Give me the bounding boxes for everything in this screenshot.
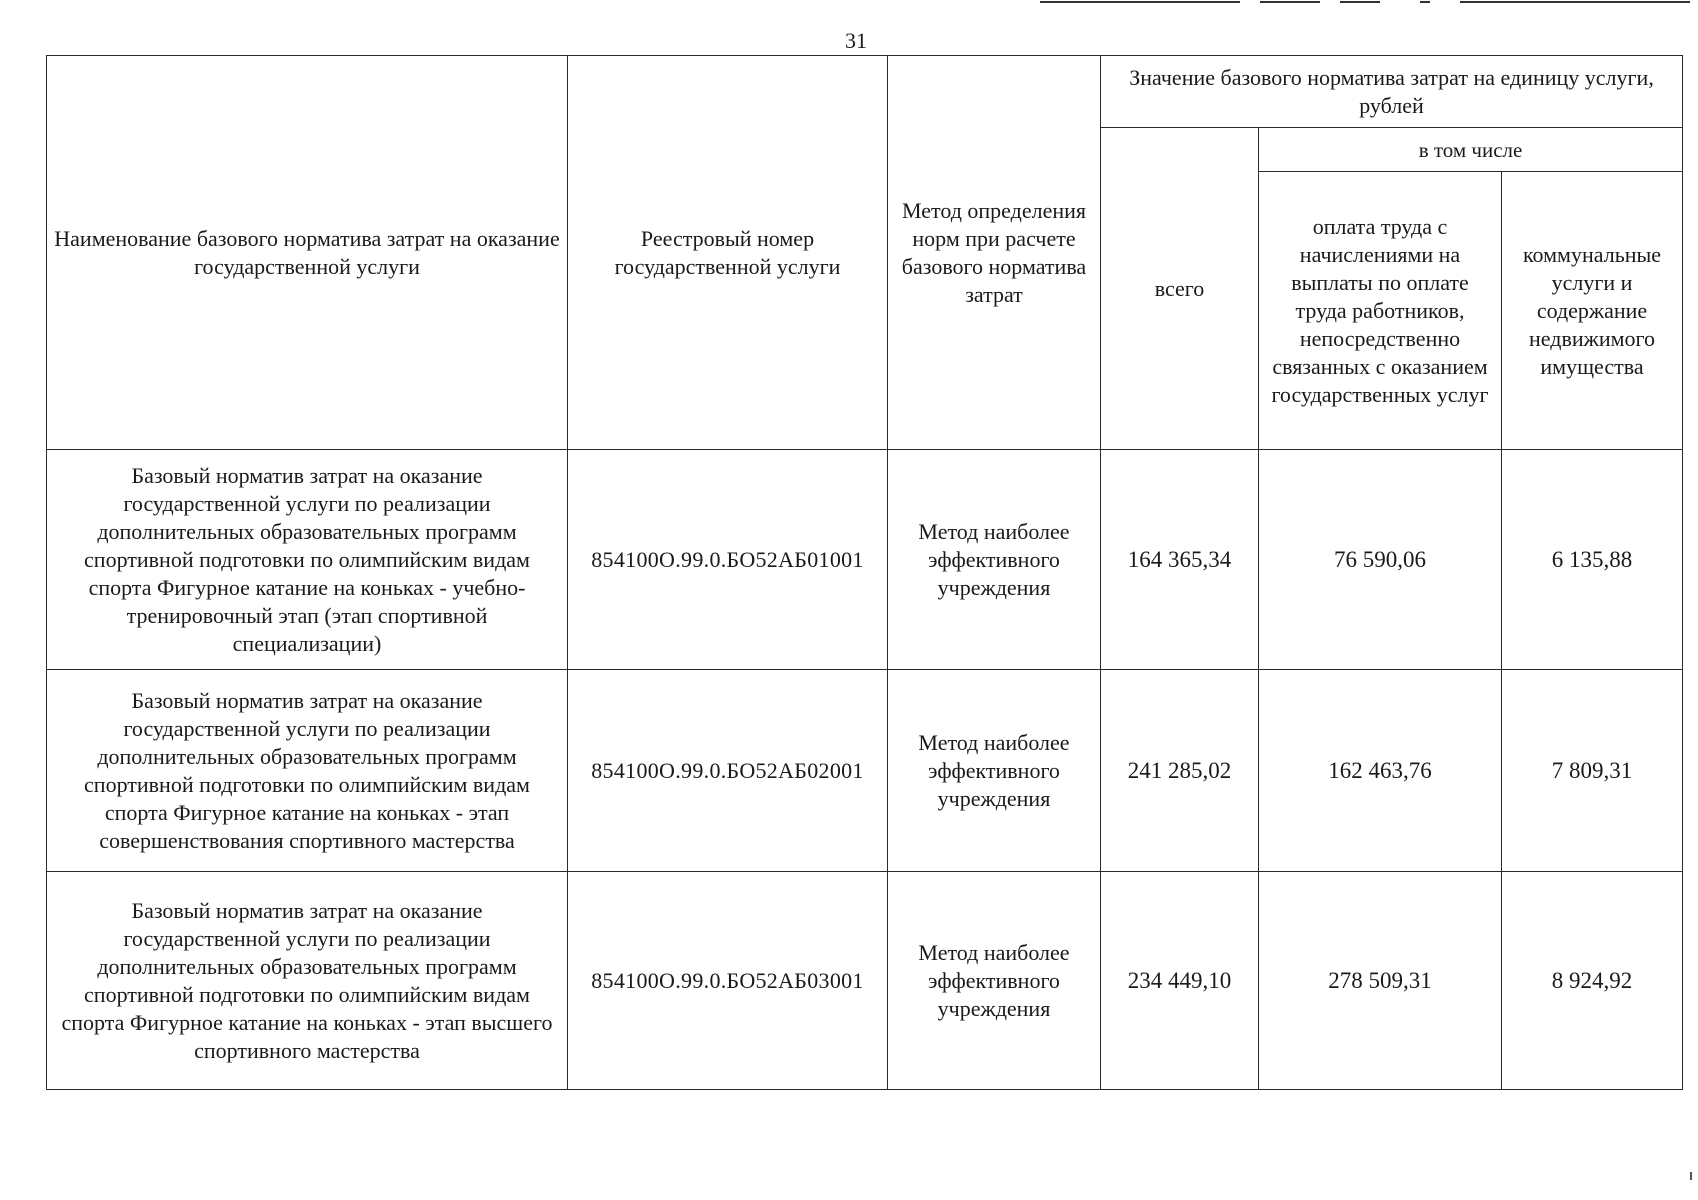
row-utilities-cell: 7 809,31 (1502, 670, 1683, 872)
scan-edge-line (1340, 1, 1380, 3)
scan-edge-line (1260, 1, 1320, 3)
row-registry-cell: 854100О.99.0.БО52АБ02001 (568, 670, 888, 872)
row-total-cell: 234 449,10 (1101, 872, 1259, 1090)
header-name: Наименование базового норматива затрат на оказание государственной услуги (47, 56, 568, 450)
header-including: в том числе (1259, 128, 1683, 172)
scan-edge-line (1420, 1, 1430, 3)
table-row (47, 872, 1683, 1090)
page-number: 31 (845, 28, 867, 53)
row-method-cell: Метод наиболее эффективного учреждения (888, 450, 1101, 670)
row-total-cell: 164 365,34 (1101, 450, 1259, 670)
header-row (47, 56, 1683, 128)
row-name-cell: Базовый норматив затрат на оказание государственной услуги по реализации дополнительных образовательных программ спортивной подготовки по олимпийским видам спорта Фигурное катание на коньках - этап совершенствования спортивного мастерства (47, 670, 568, 872)
row-method-cell: Метод наиболее эффективного учреждения (888, 670, 1101, 872)
row-registry-cell: 854100О.99.0.БО52АБ03001 (568, 872, 888, 1090)
row-registry-cell: 854100О.99.0.БО52АБ01001 (568, 450, 888, 670)
row-labor-cell: 162 463,76 (1259, 670, 1502, 872)
header-method: Метод определения норм при расчете базового норматива затрат (888, 56, 1101, 450)
header-utilities: коммунальные услуги и содержание недвижимого имущества (1502, 172, 1683, 450)
row-utilities-cell: 8 924,92 (1502, 872, 1683, 1090)
table-row (47, 670, 1683, 872)
header-labor: оплата труда с начислениями на выплаты по оплате труда работников, непосредственно связанных с оказанием государственных услуг (1259, 172, 1502, 450)
scan-edge-line (1040, 1, 1240, 3)
scan-edge-line (1460, 1, 1690, 3)
header-registry: Реестровый номер государственной услуги (568, 56, 888, 450)
scan-artifact (1690, 1172, 1692, 1180)
row-name-cell: Базовый норматив затрат на оказание государственной услуги по реализации дополнительных образовательных программ спортивной подготовки по олимпийским видам спорта Фигурное катание на коньках - учебно-тренировочный этап (этап спортивной специализации) (47, 450, 568, 670)
norm-table (46, 55, 1683, 1090)
table-row (47, 450, 1683, 670)
header-total: всего (1101, 128, 1259, 450)
row-labor-cell: 278 509,31 (1259, 872, 1502, 1090)
row-labor-cell: 76 590,06 (1259, 450, 1502, 670)
row-utilities-cell: 6 135,88 (1502, 450, 1683, 670)
row-total-cell: 241 285,02 (1101, 670, 1259, 872)
row-method-cell: Метод наиболее эффективного учреждения (888, 872, 1101, 1090)
header-value-group: Значение базового норматива затрат на единицу услуги, рублей (1101, 56, 1683, 128)
row-name-cell: Базовый норматив затрат на оказание государственной услуги по реализации дополнительных образовательных программ спортивной подготовки по олимпийским видам спорта Фигурное катание на коньках - этап высшего спортивного мастерства (47, 872, 568, 1090)
